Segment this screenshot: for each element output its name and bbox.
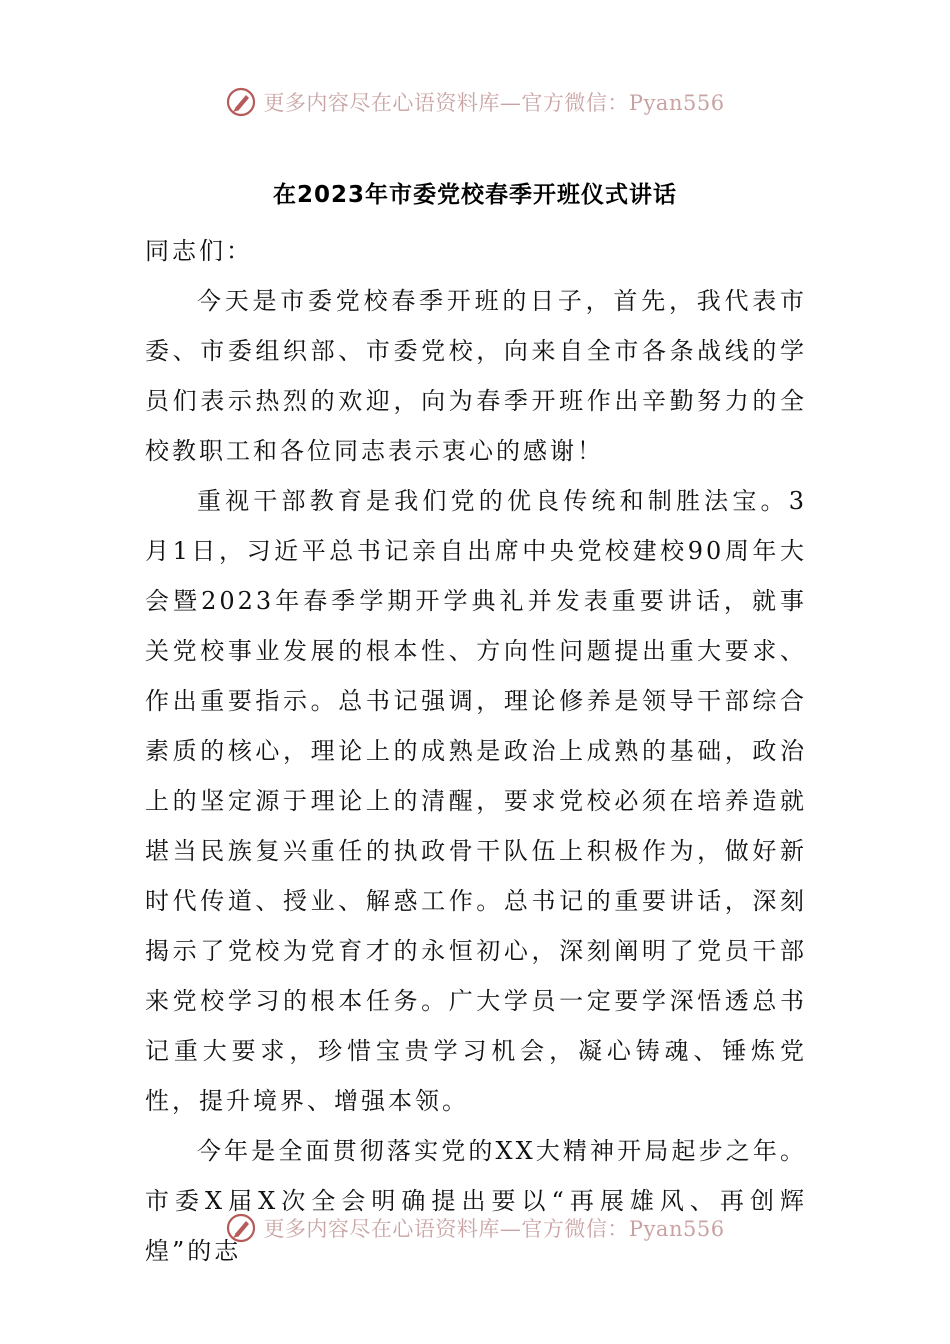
paragraph: 今天是市委党校春季开班的日子，首先，我代表市委、市委组织部、市委党校，向来自全市各条战线的学员们表示热烈的欢迎，向为春季开班作出辛勤努力的全校教职工和各位同志表示衷心的感谢！ <box>145 287 807 465</box>
paragraph: 重视干部教育是我们党的优良传统和制胜法宝。3月1日，习近平总书记亲自出席中央党校建校90周年大会暨2023年春季学期开学典礼并发表重要讲话，就事关党校事业发展的根本性、方向性问题提出重大要求、作出重要指示。总书记强调，理论修养是领导干部综合素质的核心，理论上的成熟是政治上成熟的基础，政治上的坚定源于理论上的清醒，要求党校必须在培养造就堪当民族复兴重任的执政骨干队伍上积极作为，做好新时代传道、授业、解惑工作。总书记的重要讲话，深刻揭示了党校为党育才的永恒初心，深刻阐明了党员干部来党校学习的根本任务。广大学员一定要学深悟透总书记重大要求，珍惜宝贵学习机会，凝心铸魂、锤炼党性，提升境界、增强本领。 <box>145 487 807 1115</box>
watermark-text: 更多内容尽在心语资料库—官方微信：Pyan556 <box>263 1217 725 1241</box>
document-title: 在2023年市委党校春季开班仪式讲话 <box>272 182 677 208</box>
pen-circle-icon <box>225 86 257 118</box>
document-body <box>145 226 807 1276</box>
watermark-footer <box>0 1212 950 1244</box>
pen-circle-icon <box>225 1212 257 1244</box>
paragraph: 今年是全面贯彻落实党的XX大精神开局起步之年。市委X届X次全会明确提出要以“再展雄风、再创辉煌”的志 <box>145 1137 807 1265</box>
watermark-text: 更多内容尽在心语资料库—官方微信：Pyan556 <box>263 91 725 115</box>
salutation: 同志们： <box>145 237 253 265</box>
watermark-header <box>0 86 950 118</box>
